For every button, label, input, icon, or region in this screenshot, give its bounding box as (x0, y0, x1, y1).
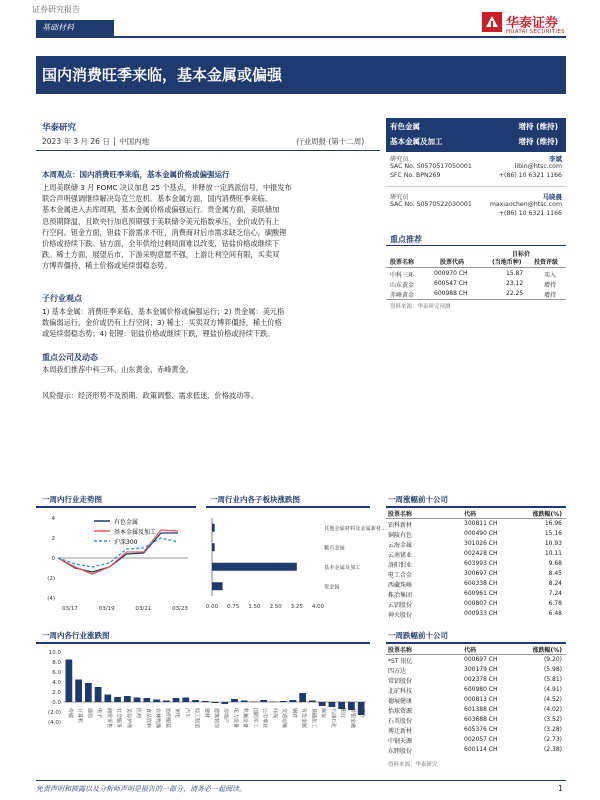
rating-row (390, 136, 562, 151)
col-header: 股票名称 (390, 259, 415, 266)
category-label: 基础化工 (310, 708, 317, 729)
bar (173, 698, 180, 702)
trend-chart (36, 510, 196, 620)
stock-code: 000970 CH (434, 270, 468, 277)
chart-divider (386, 506, 566, 508)
rating-value: 增持 (维持) (518, 137, 558, 146)
table-row (388, 530, 564, 539)
table-row (388, 570, 564, 579)
text-line: 息预期降温，且欧央行加息预期强于美联储令美元指数承压，金价或仍有上 (42, 216, 280, 226)
logo-en: HUATAI SECURITIES (506, 29, 565, 35)
text-line: 基本金属进入去库周期，基本金属价格或偏强运行。贵金属方面，美联储加 (42, 205, 280, 215)
change-pct: 6.48 (548, 610, 562, 617)
stock-code: 600988 CH (434, 290, 468, 297)
table-row (388, 676, 564, 685)
org-name: 华泰研究 (42, 123, 77, 133)
rating-row (390, 121, 562, 136)
table-row (388, 656, 564, 665)
stock-name: 四方达 (388, 668, 407, 675)
change-pct: (9.20) (543, 656, 562, 663)
category-label: 房地产 (222, 708, 229, 724)
bar (75, 680, 82, 703)
table-row (388, 540, 564, 549)
col-header: (当地币种) (492, 259, 522, 266)
change-pct: 7.24 (548, 590, 562, 597)
analyst-role: 研究员 (390, 156, 409, 163)
rating-value: 增持 (维持) (518, 122, 558, 131)
y-tick-label: 4 (51, 516, 55, 522)
industry-bars (48, 650, 366, 729)
main-view-heading: 本周观点：国内消费旺季来临，基本金属价格或偏强运行 (42, 170, 230, 179)
bar (153, 700, 160, 703)
stock-code: 603993 CH (464, 560, 498, 567)
chart-divider (386, 642, 566, 644)
category-label: 非银金融 (349, 708, 356, 729)
stock-code: 000813 CH (464, 696, 498, 703)
company-logo (482, 10, 572, 42)
rating: 增持 (544, 282, 557, 289)
y-tick-label: 0 (51, 556, 55, 562)
stock-name: 博迁新材 (388, 728, 413, 735)
table-row (388, 696, 564, 705)
analyst-card (386, 192, 566, 218)
rating-sector: 基本金属及加工 (390, 137, 443, 146)
gainers-title: 一周涨幅前十公司 (388, 495, 448, 504)
category-label: 传媒 (66, 708, 73, 719)
change-pct: 6.78 (548, 600, 562, 607)
table-row (390, 270, 566, 278)
trend-legend (94, 518, 156, 546)
table-row (388, 610, 564, 619)
legend-label: 基本金属及加工 (114, 529, 157, 536)
stock-name: 中科三环 (390, 272, 415, 279)
gainers-header-row (388, 509, 564, 517)
bar (104, 695, 111, 703)
text-line: 数偏弱运行，金价或仍有上行空间；3) 稀土：买卖双方博弈僵持，稀土价格 (42, 318, 282, 328)
x-tick-label: 0.75 (227, 604, 240, 610)
legend-label: 沪深300 (114, 539, 138, 546)
y-tick-label: 4.0 (52, 680, 61, 686)
category-label: 煤炭 (320, 708, 327, 719)
analyst-phone: +(86) 10 6321 1166 (498, 210, 562, 217)
col-target-label: 目标价 (512, 251, 531, 258)
series-line (58, 530, 178, 574)
text-line: 1) 基本金属：消费旺季来临，基本金属价格或偏强运行；2) 贵金属：美元指 (42, 307, 285, 316)
target-price: 15.87 (506, 270, 524, 277)
category-label: 贵金属 (324, 584, 340, 591)
category-label: 电力设备 (232, 708, 239, 729)
stock-code: 601388 CH (464, 706, 498, 713)
y-tick-label: 8.0 (52, 660, 61, 666)
stock-code: 600980 CH (464, 686, 498, 693)
table-row (388, 746, 564, 755)
bar (212, 524, 215, 532)
category-label: 环保 (271, 708, 278, 719)
bar (299, 693, 306, 702)
col-header: 股票代码 (440, 259, 465, 266)
bar (66, 660, 73, 703)
analyst-email[interactable]: libin@htsc.com (514, 163, 562, 170)
bar (85, 683, 92, 702)
stock-code: 300179 CH (464, 666, 498, 673)
stock-name: 云海金属 (388, 542, 413, 549)
category-label: 美容护理 (125, 708, 132, 729)
bar (134, 698, 141, 703)
rating: 增持 (544, 292, 557, 299)
category-label: 交通运输 (281, 708, 288, 729)
category-label: 轻工制造 (193, 708, 200, 729)
losers-title: 一周跌幅前十公司 (388, 631, 448, 640)
category-label: 医药 (135, 708, 142, 719)
change-pct: 15.16 (544, 530, 562, 537)
stock-name: 株冶集团 (388, 592, 413, 599)
category-label: 计算机 (76, 708, 83, 724)
table-row (388, 550, 564, 559)
analyst-email[interactable]: maxiaochen@htsc.com (489, 201, 562, 208)
logo-cn: 华泰证券 (506, 16, 559, 31)
trend-chart-title: 一周内行业走势图 (42, 495, 102, 504)
x-tick-label: 4.00 (311, 604, 325, 610)
stock-name: 东睦股份 (388, 748, 413, 755)
stock-name: 铜陵有色 (388, 532, 413, 539)
analyst-divider (386, 186, 566, 187)
stock-name: 北矿科技 (388, 688, 413, 695)
x-tick-label: 03/17 (62, 606, 78, 612)
col-header: 代码 (464, 647, 477, 654)
x-tick-label: 0.00 (205, 604, 219, 610)
analyst-role: 研究员 (390, 194, 409, 201)
category-label: 其他金属材料及金属新材... (324, 525, 387, 532)
text-line: 行空间。钽金方面，钽盐下游需求不旺，消费商对后市需求缺乏信心，碳酸锂 (42, 227, 287, 237)
stock-code: 002428 CH (464, 550, 498, 557)
x-tick-label: 2.50 (269, 604, 282, 610)
change-pct: (5.81) (543, 676, 562, 683)
stock-code: 605376 CH (464, 726, 498, 733)
table-row (390, 290, 566, 298)
text-line: 上周美联储 3 月 FOMC 决议加息 25 个基点，并释放一定鸽派信号，中报发布 (42, 183, 292, 192)
rating: 买入 (544, 272, 557, 279)
recommend-source: 资料来源：华泰研究预测 (390, 304, 451, 310)
stock-name: 中钢天源 (388, 738, 413, 745)
stock-code: 300697 CH (464, 570, 498, 577)
category-label: 汽车 (183, 708, 190, 719)
stock-name: 石英股份 (388, 718, 413, 725)
meta-divider (36, 150, 380, 151)
logo-mark-icon (482, 12, 502, 32)
text-line: 跌。稀土方面，展望后市，下游采购意愿不强，上游让利空间有限，买卖双 (42, 250, 280, 260)
main-view-body (42, 182, 382, 272)
analyst-card (386, 154, 566, 186)
stock-code: 002378 CH (464, 676, 498, 683)
analyst-phone: +(86) 10 6321 1166 (498, 172, 562, 179)
category-label: 家电 (174, 708, 181, 719)
recommend-header-divider (386, 267, 566, 268)
recommend-bottom-divider (386, 299, 566, 300)
sac-number: SAC No. S0570522030001 (390, 201, 472, 208)
chart-divider (36, 642, 370, 644)
text-line: 价格或持续下跌。钴方面，全年供给过剩局面难以改变，钴盐价格或继续下 (42, 239, 280, 249)
table-row (388, 686, 564, 695)
change-pct: (3.52) (543, 716, 562, 723)
stock-code: 300811 CH (464, 520, 498, 527)
stock-name: 铂科新材 (388, 522, 413, 529)
change-pct: (4.91) (543, 686, 562, 693)
change-pct: (2.73) (543, 736, 562, 743)
sub-view-heading: 子行业观点 (42, 294, 82, 303)
doc-type: 证券研究报告 (32, 5, 80, 14)
table-row (388, 706, 564, 715)
change-pct: (4.52) (543, 696, 562, 703)
change-pct: 9.68 (548, 560, 562, 567)
legend-label: 有色金属 (114, 519, 139, 526)
footer-divider (36, 780, 566, 781)
sector-bars (206, 518, 386, 610)
analyst-name: 李斌 (549, 155, 562, 163)
stock-name: 云南锗业 (388, 552, 413, 559)
sfc-number: SFC No. BPN269 (390, 172, 441, 179)
category-label: 银行 (339, 708, 346, 719)
table-row (388, 726, 564, 735)
stock-name: 常铝股份 (388, 678, 413, 685)
stock-code: 000807 CH (464, 600, 498, 607)
losers-source: 资料来源：华泰研究 (388, 762, 438, 768)
gainers-table (388, 520, 564, 622)
y-tick-label: 10.0 (48, 650, 61, 656)
stock-chart-title: 一周内各行业涨跌图 (42, 631, 110, 640)
sector-chart-title: 一周行业内各子板块涨跌图 (210, 495, 300, 504)
change-pct: 8.45 (548, 570, 562, 577)
bar (182, 698, 189, 703)
chart-divider (36, 506, 196, 508)
text-line: 联合声明强调继续解决岛克兰危机。基本金属方面，国内消费旺季来临， (42, 194, 273, 204)
category-label: 国防军工 (251, 708, 258, 729)
stock-name: 云铝股份 (388, 602, 413, 609)
stock-name: 电工合金 (388, 572, 413, 579)
stock-name: 神火股份 (388, 612, 413, 619)
losers-header-divider (386, 654, 566, 655)
col-header: 投资评级 (534, 259, 559, 266)
text-line: 方博弈僵持，稀土价格或延续弱稳态势。 (42, 261, 172, 271)
category-label: 电子 (96, 708, 103, 719)
category-label: 商贸零售 (105, 708, 112, 729)
y-tick-label: 2.0 (52, 690, 61, 696)
risk-text: 风险提示：经济形势不及预期、政策调整、需求低迷、价格波动等。 (42, 391, 258, 400)
stock-name: 西藏珠峰 (388, 582, 413, 589)
bar (124, 696, 131, 702)
footer-disclaimer: 免责声明和披露以及分析师声明是报告的一部分，请务必一起阅读。 (36, 785, 246, 793)
category-label: 基本金属及加工 (324, 564, 361, 571)
category-label: 公用事业 (261, 708, 268, 729)
bar (212, 563, 297, 571)
stock-code: 002057 CH (464, 736, 498, 743)
x-tick-label: 03/23 (172, 606, 188, 612)
target-price: 22.25 (506, 290, 524, 297)
page-number: 1 (558, 784, 564, 793)
title-banner (36, 56, 566, 94)
bar (231, 699, 238, 702)
y-tick-label: (4) (47, 596, 55, 602)
category-label: 通信 (86, 708, 93, 719)
stock-name: 赤峰黄金 (390, 292, 415, 299)
table-row (388, 716, 564, 725)
change-pct: 8.24 (548, 580, 562, 587)
bar (329, 702, 336, 707)
recommend-heading: 重点推荐 (390, 235, 422, 244)
y-tick-label: (2) (47, 576, 55, 582)
focus-text: 本周我们推荐中科三环、山东黄金、赤峰黄金。 (42, 365, 193, 374)
x-tick-label: 03/19 (98, 606, 115, 612)
change-pct: (5.98) (543, 666, 562, 673)
stock-code: 000697 CH (464, 656, 498, 663)
recommend-divider (386, 245, 566, 246)
change-pct: 16.96 (544, 520, 562, 527)
rating-sector: 有色金属 (390, 122, 420, 131)
table-row (388, 666, 564, 675)
bar (212, 582, 223, 590)
trend-lines (58, 530, 178, 574)
stock-code: 600114 CH (464, 746, 498, 753)
category-label: 建筑装饰 (213, 708, 219, 729)
losers-header-row (388, 645, 564, 653)
category-label: 石油石化 (329, 708, 336, 729)
table-row (390, 280, 566, 288)
y-tick-label: 2 (51, 536, 55, 542)
stock-code: 603688 CH (464, 716, 498, 723)
table-row (388, 590, 564, 599)
bar (114, 697, 121, 702)
focus-heading: 重点公司及动态 (42, 353, 98, 362)
change-pct: 10.11 (544, 550, 562, 557)
recommend-header-row (390, 257, 566, 267)
stock-code: 600961 CH (464, 590, 498, 597)
category-label: 农林牧渔 (154, 708, 161, 729)
sac-number: SAC No. S0570517050001 (390, 163, 472, 170)
stock-name: 德展健康 (388, 698, 413, 705)
rating-box (386, 118, 566, 152)
category-label: 钢铁 (290, 708, 297, 719)
bar (319, 702, 326, 706)
table-row (388, 520, 564, 529)
table-row (388, 736, 564, 745)
change-pct: (2.38) (543, 746, 562, 753)
y-tick-label: (4.0) (47, 720, 61, 726)
change-pct: (3.28) (543, 726, 562, 733)
category-label: 食品饮料 (144, 708, 151, 729)
stock-name: 洛阳钼业 (388, 562, 413, 569)
col-header: 股票名称 (388, 647, 413, 654)
stock-name: 怡球资源 (388, 708, 413, 715)
table-row (388, 580, 564, 589)
sub-view-body (42, 306, 382, 340)
y-tick-label: 0.0 (52, 700, 61, 706)
stock-code: 000933 CH (464, 610, 498, 617)
chart-divider (206, 506, 370, 508)
report-type: 行业周报 (第十二周) (296, 137, 365, 146)
date-region: 2023 年 3 月 26 日 │ 中国内地 (42, 137, 150, 146)
bar (212, 543, 215, 551)
change-pct: 10.93 (544, 540, 562, 547)
stock-name: *ST 银亿 (388, 658, 413, 665)
category-label: 纺织服装 (164, 708, 171, 729)
report-title: 国内消费旺季来临，基本金属或偏强 (42, 66, 283, 84)
x-tick-label: 1.50 (248, 604, 261, 610)
category-label: 建材 (203, 708, 210, 719)
col-header: 涨跌幅(%) (532, 647, 562, 654)
sector-chart (205, 510, 387, 620)
y-tick-label: (2.0) (47, 710, 61, 716)
col-header: 涨跌幅(%) (532, 511, 562, 518)
bar (95, 687, 102, 702)
stock-code: 000490 CH (464, 530, 498, 537)
stock-code: 600338 CH (464, 580, 498, 587)
category-label: 有色金属 (300, 708, 307, 729)
losers-table (388, 656, 564, 758)
table-row (388, 560, 564, 569)
x-tick-label: 03/21 (135, 606, 152, 612)
y-tick-label: 6.0 (52, 670, 61, 676)
col-header: 股票名称 (388, 511, 413, 518)
change-pct: (4.02) (543, 706, 562, 713)
bar (143, 698, 150, 702)
category-label: 稀有金属 (324, 545, 345, 552)
table-row (388, 600, 564, 609)
gainers-header-divider (386, 518, 566, 519)
industry-chart (36, 646, 370, 770)
category-label: 综合 (359, 708, 366, 719)
x-tick-label: 3.25 (290, 604, 303, 610)
category-label: 机械设备 (242, 708, 249, 729)
category-tag: 基础材料 (36, 20, 114, 36)
stock-code: 600547 CH (434, 280, 468, 287)
analyst-name: 马晓晨 (542, 193, 562, 201)
stock-name: 山东黄金 (390, 282, 415, 289)
target-price: 23.12 (506, 280, 524, 287)
text-line: 或延续弱稳态势；4) 铝锂：铝盐价格或继续下跌，锂盐价格或持续下跌。 (42, 329, 275, 339)
category-label: 社会服务 (115, 708, 122, 729)
stock-code: 301026 CH (464, 540, 498, 547)
col-header: 代码 (464, 511, 477, 518)
